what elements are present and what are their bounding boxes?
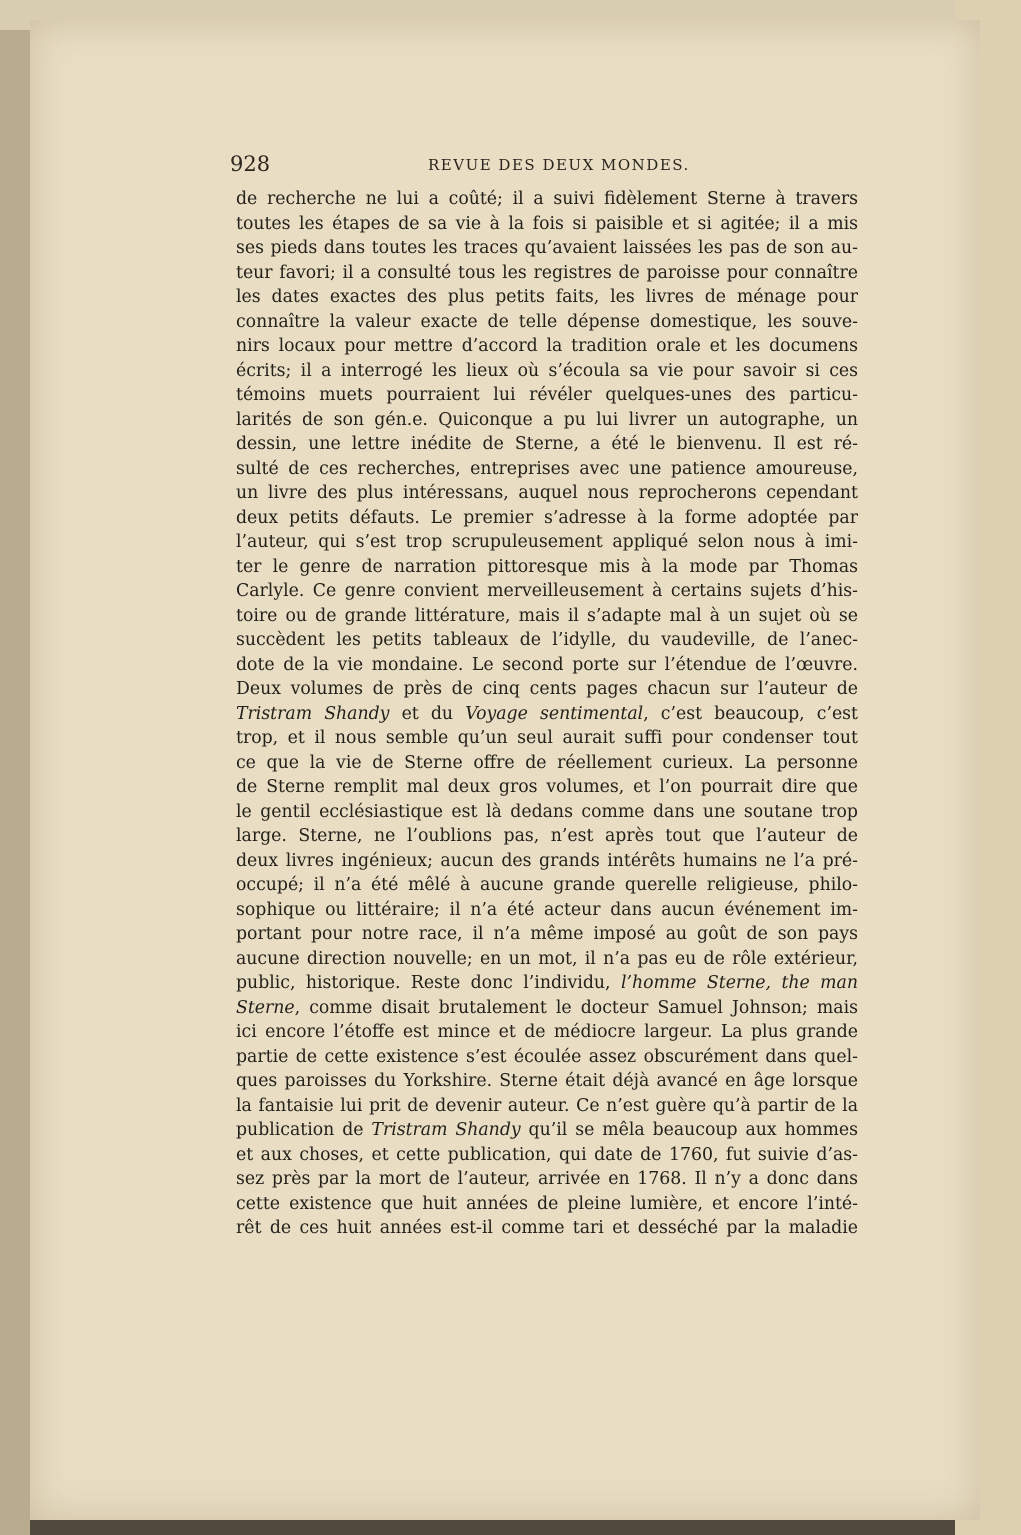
text-line: portant pour notre race, il n’a même imposé au goût de son pays [236, 924, 858, 944]
body-text [236, 187, 858, 1241]
text-line: et aux choses, et cette publication, qui date de 1760, fut suivie d’as- [236, 1144, 858, 1165]
page-header [230, 152, 870, 182]
text-line: succèdent les petits tableaux de l’idylle, du vaudeville, de l’anec- [236, 630, 858, 650]
text-line: cette existence que huit années de pleine lumière, et encore l’inté- [236, 1193, 858, 1214]
text-line: sophique ou littéraire; il n’a été acteur dans aucun événement im- [236, 899, 858, 920]
italic-title: Tristram Shandy [371, 1120, 521, 1140]
italic-title: Voyage sentimental [465, 703, 644, 724]
text-line: ques paroisses du Yorkshire. Sterne était déjà avancé en âge lorsque [236, 1071, 858, 1091]
text-line: large. Sterne, ne l’oublions pas, n’est après tout que l’auteur de [236, 826, 858, 846]
text-line: ici encore l’étoffe est mince et de médiocre largeur. La plus grande [236, 1022, 858, 1042]
text-line: écrits; il a interrogé les lieux où s’écoula sa vie pour savoir si ces [236, 360, 858, 381]
text-line: ses pieds dans toutes les traces qu’avaient laissées les pas de son au- [236, 238, 858, 258]
text-line: ce que la vie de Sterne offre de réellement curieux. La personne [236, 752, 858, 773]
text-line: larités de son gén.e. Quiconque a pu lui livrer un autographe, un [236, 409, 858, 430]
text-line: nirs locaux pour mettre d’accord la tradition orale et les documens [236, 336, 858, 356]
text-run: qu’il se mêla beaucoup aux hommes [520, 1120, 858, 1140]
text-run: public, historique. Reste donc l’individu, [236, 973, 621, 993]
text-run: , comme disait brutalement le docteur Samuel Johnson; mais [294, 997, 858, 1018]
text-line: témoins muets pourraient lui révéler quelques-unes des particu- [236, 385, 858, 405]
text-line: un livre des plus intéressans, auquel nous reprocherons cependant [236, 483, 858, 503]
text-line: partie de cette existence s’est écoulée assez obscurément dans quel- [236, 1046, 858, 1067]
text-line: occupé; il n’a été mêlé à aucune grande querelle religieuse, philo- [236, 875, 858, 895]
text-line: toire ou de grande littérature, mais il s’adapte mal à un sujet où se [236, 605, 858, 626]
italic-title: Tristram Shandy [236, 703, 390, 724]
text-line: teur favori; il a consulté tous les registres de paroisse pour connaître [236, 262, 858, 283]
text-line: l’auteur, qui s’est trop scrupuleusement appliqué selon nous à imi- [236, 532, 858, 552]
text-run: publication de [236, 1120, 372, 1140]
page-number: 928 [230, 152, 271, 176]
text-line [236, 996, 858, 1021]
text-run: , c’est beaucoup, c’est [643, 703, 858, 724]
text-line: dote de la vie mondaine. Le second porte sur l’étendue de l’œuvre. [236, 654, 858, 675]
text-line [236, 971, 858, 996]
text-line: deux petits défauts. Le premier s’adresse à la forme adoptée par [236, 507, 858, 528]
text-line: dessin, une lettre inédite de Sterne, a été le bienvenu. Il est ré- [236, 434, 858, 454]
text-line: Carlyle. Ce genre convient merveilleusement à certains sujets d’his- [236, 581, 858, 601]
text-line: deux livres ingénieux; aucun des grands intérêts humains ne l’a pré- [236, 850, 858, 871]
text-line: sulté de ces recherches, entreprises avec une patience amoureuse, [236, 458, 858, 479]
text-line: aucune direction nouvelle; en un mot, il n’a pas eu de rôle extérieur, [236, 948, 858, 969]
text-line: sez près par la mort de l’auteur, arrivée en 1768. Il n’y a donc dans [236, 1169, 858, 1189]
text-line: la fantaisie lui prit de devenir auteur. Ce n’est guère qu’à partir de la [236, 1095, 858, 1116]
text-line: de Sterne remplit mal deux gros volumes, et l’on pourrait dire que [236, 777, 858, 797]
binding-edge [0, 30, 30, 1535]
text-line [236, 1118, 858, 1143]
text-line: toutes les étapes de sa vie à la fois si paisible et si agitée; il a mis [236, 213, 858, 234]
text-line: de recherche ne lui a coûté; il a suivi fidèlement Sterne à travers [236, 189, 858, 209]
text-line: le gentil ecclésiastique est là dedans comme dans une soutane trop [236, 801, 858, 822]
text-line: connaître la valeur exacte de telle dépense domestique, les souve- [236, 311, 858, 332]
text-run: et du [389, 703, 466, 724]
text-line [236, 702, 858, 727]
italic-title: Sterne [236, 997, 295, 1018]
text-line: trop, et il nous semble qu’un seul aurait suffi pour condenser tout [236, 728, 858, 748]
text-line: les dates exactes des plus petits faits, les livres de ménage pour [236, 287, 858, 307]
text-line: rêt de ces huit années est-il comme tari et desséché par la maladie [236, 1218, 858, 1238]
running-title: REVUE DES DEUX MONDES. [428, 156, 690, 174]
text-line: ter le genre de narration pittoresque mis à la mode par Thomas [236, 556, 858, 577]
text-line: Deux volumes de près de cinq cents pages chacun sur l’auteur de [236, 679, 858, 699]
italic-title: l’homme Sterne, the man [620, 973, 858, 993]
